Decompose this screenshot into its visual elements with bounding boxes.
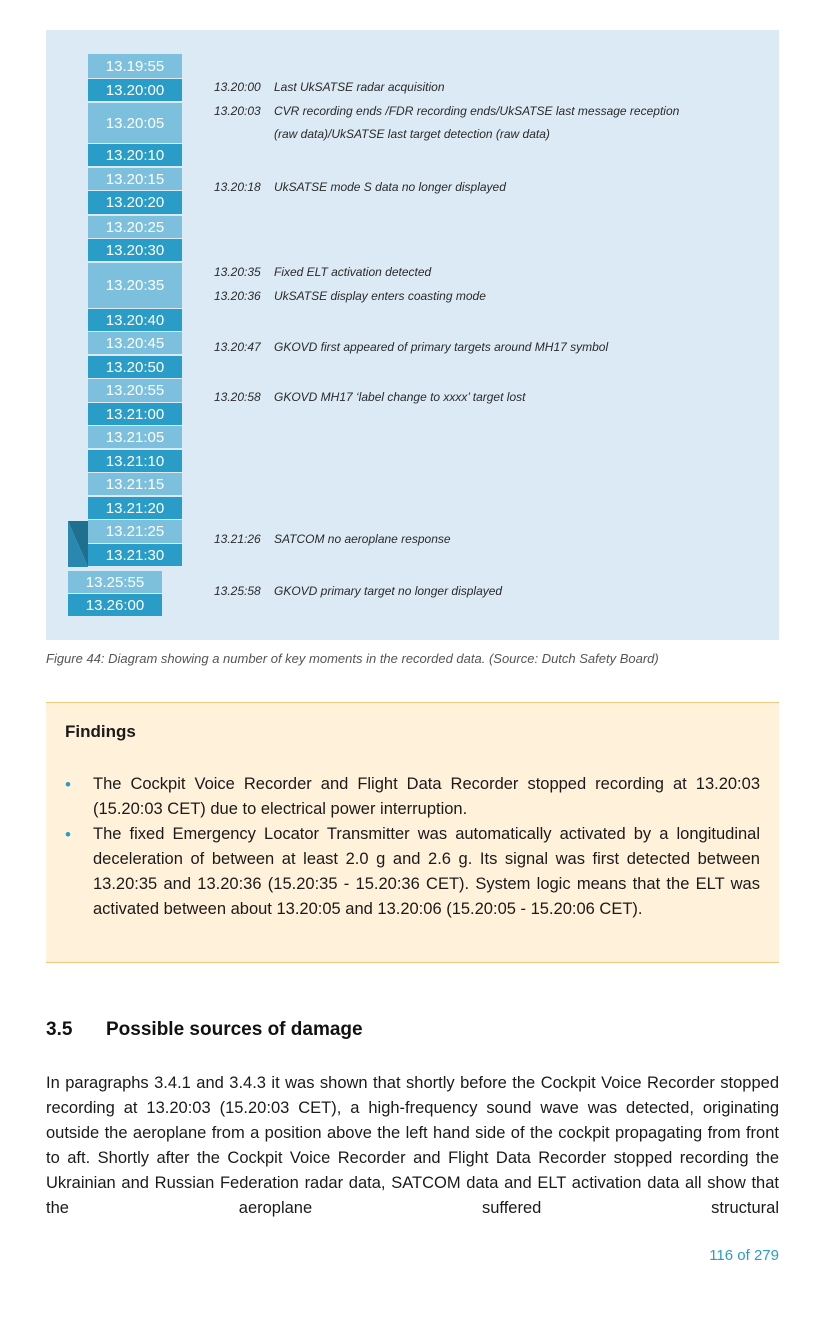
timeline-tick: 13.20:25 xyxy=(88,216,182,238)
event-description: Last UkSATSE radar acquisition xyxy=(274,80,445,94)
section-title: Possible sources of damage xyxy=(106,1019,363,1040)
finding-text: The Cockpit Voice Recorder and Flight Data Recorder stopped recording at 13.20:03 (15.20:03 CET) due to electrical power interruption. xyxy=(93,775,760,818)
timeline-event xyxy=(214,584,502,598)
page-number: 116 of 279 xyxy=(709,1247,779,1264)
timeline-diagram xyxy=(46,30,779,640)
timeline-event xyxy=(214,180,506,194)
timeline-event xyxy=(214,390,525,404)
finding-text: The fixed Emergency Locator Transmitter was automatically activated by a longitudinal deceleration of between at least 2.0 g and 2.6 g. Its signal was first detected between 13.20:35 and 13.20:36 (15.20:35 - 15.20:36 CET). System logic means that the ELT was activated between about 13.20:05 and 13.20:06 (15.20:05 - 15.20:06 CET). xyxy=(93,825,760,918)
timeline-event xyxy=(214,127,550,141)
body-paragraph: In paragraphs 3.4.1 and 3.4.3 it was shown that shortly before the Cockpit Voice Recorder stopped recording at 13.20:03 (15.20:03 CET), a high-frequency sound wave was detected, originating outside the aeroplane from a position above the left hand side of the cockpit propagating from front to aft. Shortly after the Cockpit Voice Recorder and Flight Data Recorder stopped recording the Ukrainian and Russian Federation radar data, SATCOM data and ELT activation data all show that the aeroplane suffered structural xyxy=(46,1074,779,1217)
event-time: 13.20:35 xyxy=(214,265,261,279)
timeline-tick: 13.21:10 xyxy=(88,450,182,472)
section-number: 3.5 xyxy=(46,1019,73,1040)
event-description: GKOVD primary target no longer displayed xyxy=(274,584,503,598)
timeline-tick: 13.19:55 xyxy=(88,54,182,78)
timeline-tick: 13.21:00 xyxy=(88,403,182,425)
figure-caption: Figure 44: Diagram showing a number of key moments in the recorded data. (Source: Dutch Safety Board) xyxy=(46,651,659,666)
timeline-tick: 13.21:30 xyxy=(88,544,182,566)
timeline-tick: 13.25:55 xyxy=(68,571,162,593)
event-time: 13.20:00 xyxy=(214,80,261,94)
event-time: 13.20:47 xyxy=(214,340,261,354)
timeline-event xyxy=(214,80,445,94)
timeline-event xyxy=(214,532,451,546)
findings-box xyxy=(46,702,779,963)
findings-title: Findings xyxy=(65,722,136,741)
event-time: 13.25:58 xyxy=(214,584,261,598)
event-description: UkSATSE mode S data no longer displayed xyxy=(274,180,506,194)
event-time: 13.21:26 xyxy=(214,532,261,546)
timeline-tick: 13.20:05 xyxy=(88,103,182,143)
timeline-tick: 13.20:10 xyxy=(88,144,182,166)
timeline-event xyxy=(214,265,431,279)
event-description: GKOVD first appeared of primary targets around MH17 symbol xyxy=(274,340,609,354)
section-heading xyxy=(46,1019,363,1041)
event-description: CVR recording ends /FDR recording ends/UkSATSE last message reception xyxy=(274,104,680,118)
finding-item xyxy=(65,822,760,922)
event-time: 13.20:36 xyxy=(214,289,261,303)
timeline-tick: 13.20:30 xyxy=(88,239,182,261)
event-description: Fixed ELT activation detected xyxy=(274,265,432,279)
event-description: SATCOM no aeroplane response xyxy=(274,532,451,546)
timeline-tick: 13.20:20 xyxy=(88,191,182,214)
timeline-tick: 13.21:15 xyxy=(88,473,182,495)
event-time: 13.20:03 xyxy=(214,104,261,118)
timeline-event xyxy=(214,289,486,303)
timeline-tick: 13.20:15 xyxy=(88,168,182,190)
bullet-icon: • xyxy=(65,825,71,844)
timeline-event xyxy=(214,340,608,354)
event-description: UkSATSE display enters coasting mode xyxy=(274,289,486,303)
event-description: (raw data)/UkSATSE last target detection (raw data) xyxy=(274,127,550,141)
findings-list xyxy=(65,772,760,922)
bullet-icon: • xyxy=(65,775,71,794)
finding-item xyxy=(65,772,760,822)
timeline-tick: 13.21:20 xyxy=(88,497,182,519)
timeline-tick: 13.20:45 xyxy=(88,332,182,354)
timeline-event xyxy=(214,104,679,118)
timeline-tick: 13.20:40 xyxy=(88,309,182,331)
timeline-tick: 13.26:00 xyxy=(68,594,162,616)
timeline-tick: 13.20:55 xyxy=(88,379,182,402)
event-time: 13.20:58 xyxy=(214,390,261,404)
timeline-tick: 13.20:35 xyxy=(88,263,182,308)
event-description: GKOVD MH17 ‘label change to xxxx’ target lost xyxy=(274,390,526,404)
axis-break-icon xyxy=(68,521,90,567)
event-time: 13.20:18 xyxy=(214,180,261,194)
timeline-tick: 13.21:25 xyxy=(88,520,182,543)
timeline-tick: 13.20:50 xyxy=(88,356,182,378)
timeline-tick: 13.20:00 xyxy=(88,79,182,101)
timeline-tick: 13.21:05 xyxy=(88,426,182,448)
